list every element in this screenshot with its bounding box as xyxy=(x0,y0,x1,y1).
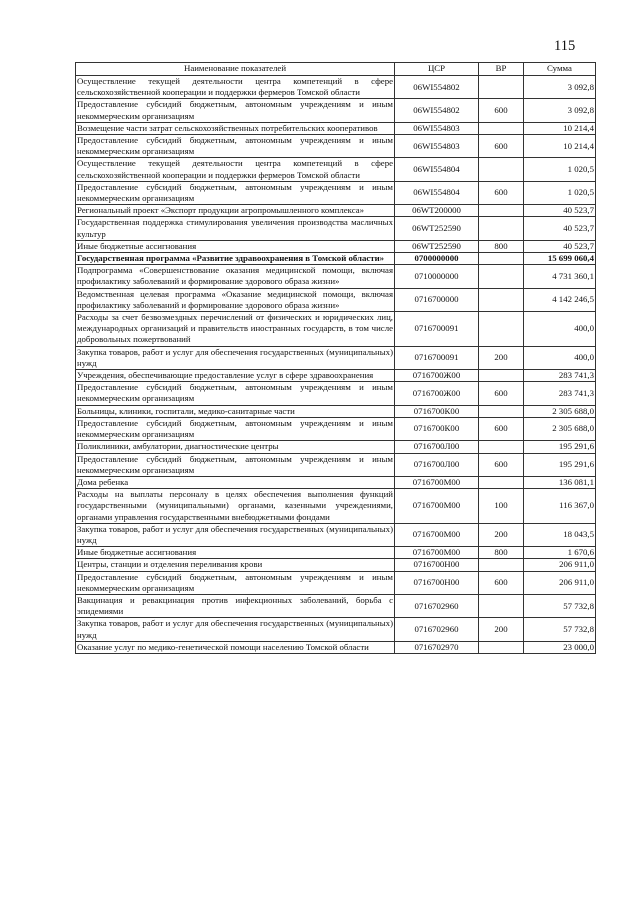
table-row xyxy=(76,76,596,99)
row-name-cell: Подпрограмма «Совершенствование оказания медицинской помощи, включая профилактику заболеваний и формирование здорового образа жизни» xyxy=(77,265,393,287)
row-vr-cell xyxy=(479,594,524,617)
table-row xyxy=(76,489,596,524)
row-sum-cell: 3 092,8 xyxy=(524,76,596,99)
row-name-cell: Осуществление текущей деятельности центра компетенций в сфере сельскохозяйственной кооперации и поддержки фермеров Томской области xyxy=(77,76,393,98)
row-csr-cell: 0716702960 xyxy=(395,618,479,641)
row-vr-cell xyxy=(479,405,524,417)
row-vr-cell xyxy=(479,288,524,311)
row-vr-cell xyxy=(479,76,524,99)
row-vr-cell: 200 xyxy=(479,618,524,641)
row-name-cell: Иные бюджетные ассигнования xyxy=(76,547,395,559)
row-name-cell: Государственная программа «Развитие здравоохранения в Томской области» xyxy=(76,253,395,265)
row-sum-cell: 1 670,6 xyxy=(524,547,596,559)
row-vr-cell: 600 xyxy=(479,99,524,122)
row-csr-cell: 0716700М00 xyxy=(395,476,479,488)
row-csr-cell: 06WT200000 xyxy=(395,205,479,217)
row-csr-cell: 0716700Ж00 xyxy=(395,382,479,405)
table-row xyxy=(76,547,596,559)
row-name-cell: Возмещение части затрат сельскохозяйственных потребительских кооперативов xyxy=(76,122,395,134)
row-name-cell: Государственная поддержка стимулирования увеличения производства масличных культур xyxy=(77,217,393,239)
table-row xyxy=(76,571,596,594)
row-sum-cell: 2 305 688,0 xyxy=(524,417,596,440)
row-sum-cell: 1 020,5 xyxy=(524,158,596,181)
table-row xyxy=(76,594,596,617)
table-row xyxy=(76,265,596,288)
row-csr-cell: 0716702970 xyxy=(395,641,479,653)
row-sum-cell: 136 081,1 xyxy=(524,476,596,488)
table-row xyxy=(76,417,596,440)
row-name-cell: Ведомственная целевая программа «Оказание медицинской помощи, включая профилактику заболеваний и формирование здорового образа жизни» xyxy=(77,288,393,310)
row-vr-cell xyxy=(479,265,524,288)
table-row xyxy=(76,441,596,453)
row-vr-cell xyxy=(479,559,524,571)
table-row xyxy=(76,240,596,252)
row-vr-cell xyxy=(479,217,524,240)
row-vr-cell: 100 xyxy=(479,489,524,524)
row-sum-cell: 10 214,4 xyxy=(524,135,596,158)
table-row xyxy=(76,217,596,240)
table-row xyxy=(76,99,596,122)
table-row xyxy=(76,205,596,217)
table-row xyxy=(76,476,596,488)
table-body xyxy=(76,76,596,654)
row-csr-cell: 0716702960 xyxy=(395,594,479,617)
row-sum-cell: 23 000,0 xyxy=(524,641,596,653)
row-name-cell: Поликлиники, амбулатории, диагностические центры xyxy=(76,441,395,453)
table-row xyxy=(76,158,596,181)
row-vr-cell xyxy=(479,312,524,347)
row-vr-cell xyxy=(479,205,524,217)
row-name-cell: Иные бюджетные ассигнования xyxy=(76,240,395,252)
row-vr-cell xyxy=(479,370,524,382)
row-name-cell: Дома ребенка xyxy=(76,476,395,488)
row-csr-cell: 06WI554802 xyxy=(395,76,479,99)
row-csr-cell: 0716700К00 xyxy=(395,417,479,440)
row-vr-cell: 200 xyxy=(479,346,524,369)
row-sum-cell: 116 367,0 xyxy=(524,489,596,524)
row-sum-cell: 195 291,6 xyxy=(524,441,596,453)
row-sum-cell: 4 731 360,1 xyxy=(524,265,596,288)
row-name-cell: Предоставление субсидий бюджетным, автономным учреждениям и иным некоммерческим организациям xyxy=(77,417,393,440)
header-name: Наименование показателей xyxy=(76,63,395,76)
row-csr-cell: 06WI554804 xyxy=(395,158,479,181)
row-name-cell: Предоставление субсидий бюджетным, автономным учреждениям и иным некоммерческим организациям xyxy=(77,382,393,404)
row-csr-cell: 0716700000 xyxy=(395,288,479,311)
row-csr-cell: 0716700Л00 xyxy=(395,441,479,453)
row-sum-cell: 1 020,5 xyxy=(524,181,596,204)
row-sum-cell: 206 911,0 xyxy=(524,571,596,594)
row-name-cell: Центры, станции и отделения переливания крови xyxy=(76,559,395,571)
row-csr-cell: 0716700М00 xyxy=(395,547,479,559)
row-csr-cell: 06WT252590 xyxy=(395,240,479,252)
row-csr-cell: 06WI554804 xyxy=(395,181,479,204)
header-csr: ЦСР xyxy=(395,63,479,76)
row-vr-cell: 600 xyxy=(479,571,524,594)
row-sum-cell: 206 911,0 xyxy=(524,559,596,571)
table-row xyxy=(76,346,596,369)
row-vr-cell xyxy=(479,253,524,265)
row-csr-cell: 0700000000 xyxy=(395,253,479,265)
table-row xyxy=(76,405,596,417)
row-sum-cell: 40 523,7 xyxy=(524,217,596,240)
row-vr-cell: 600 xyxy=(479,181,524,204)
row-name-cell: Закупка товаров, работ и услуг для обеспечения государственных (муниципальных) нужд xyxy=(77,618,393,640)
row-csr-cell: 0716700Н00 xyxy=(395,559,479,571)
row-name-cell: Расходы на выплаты персоналу в целях обеспечения выполнения функций государственными (муниципальными) органами, казенными учреждениями, органами управления государственными внебюджетными фондами xyxy=(77,489,393,522)
row-name-cell: Предоставление субсидий бюджетным, автономным учреждениям и иным некоммерческим организациям xyxy=(77,453,393,475)
row-vr-cell: 600 xyxy=(479,453,524,476)
row-name-cell: Региональный проект «Экспорт продукции агропромышленного комплекса» xyxy=(76,205,395,217)
row-sum-cell: 2 305 688,0 xyxy=(524,405,596,417)
row-name-cell: Предоставление субсидий бюджетным, автономным учреждениям и иным некоммерческим организациям xyxy=(77,571,393,593)
row-sum-cell: 283 741,3 xyxy=(524,382,596,405)
table-row xyxy=(76,618,596,641)
row-csr-cell: 0710000000 xyxy=(395,265,479,288)
row-vr-cell: 800 xyxy=(479,240,524,252)
row-name-cell: Закупка товаров, работ и услуг для обеспечения государственных (муниципальных) нужд xyxy=(77,523,393,545)
header-sum: Сумма xyxy=(524,63,596,76)
row-sum-cell: 40 523,7 xyxy=(524,240,596,252)
table-row xyxy=(76,382,596,405)
row-csr-cell: 06WI554803 xyxy=(395,135,479,158)
row-sum-cell: 4 142 246,5 xyxy=(524,288,596,311)
row-csr-cell: 0716700091 xyxy=(395,346,479,369)
row-vr-cell: 600 xyxy=(479,135,524,158)
row-csr-cell: 06WT252590 xyxy=(395,217,479,240)
row-vr-cell xyxy=(479,158,524,181)
table-row xyxy=(76,135,596,158)
table-row xyxy=(76,453,596,476)
row-vr-cell: 600 xyxy=(479,382,524,405)
table-row xyxy=(76,370,596,382)
row-csr-cell: 0716700К00 xyxy=(395,405,479,417)
row-name-cell: Больницы, клиники, госпитали, медико-санитарные части xyxy=(76,405,395,417)
row-name-cell: Предоставление субсидий бюджетным, автономным учреждениям и иным некоммерческим организациям xyxy=(77,181,393,204)
row-name-cell: Предоставление субсидий бюджетным, автономным учреждениям и иным некоммерческим организациям xyxy=(77,135,393,157)
row-csr-cell: 0716700М00 xyxy=(395,489,479,524)
row-name-cell: Расходы за счет безвозмездных перечислений от физических и юридических лиц, международных организаций и правительств иностранных государств, в том числе добровольных пожертвований xyxy=(77,312,393,345)
row-sum-cell: 57 732,8 xyxy=(524,594,596,617)
row-vr-cell xyxy=(479,641,524,653)
page-number: 115 xyxy=(554,38,576,54)
row-vr-cell xyxy=(479,441,524,453)
row-sum-cell: 57 732,8 xyxy=(524,618,596,641)
table-row xyxy=(76,288,596,311)
table-row xyxy=(76,122,596,134)
row-vr-cell: 200 xyxy=(479,523,524,546)
table-row xyxy=(76,523,596,546)
table-row xyxy=(76,312,596,347)
row-sum-cell: 283 741,3 xyxy=(524,370,596,382)
row-csr-cell: 0716700М00 xyxy=(395,523,479,546)
row-csr-cell: 06WI554803 xyxy=(395,122,479,134)
row-sum-cell: 18 043,5 xyxy=(524,523,596,546)
row-csr-cell: 0716700Л00 xyxy=(395,453,479,476)
row-vr-cell xyxy=(479,122,524,134)
row-vr-cell: 800 xyxy=(479,547,524,559)
table-header-row xyxy=(76,63,596,76)
row-name-cell: Учреждения, обеспечивающие предоставление услуг в сфере здравоохранения xyxy=(76,370,395,382)
row-csr-cell: 0716700Н00 xyxy=(395,571,479,594)
row-sum-cell: 40 523,7 xyxy=(524,205,596,217)
row-sum-cell: 195 291,6 xyxy=(524,453,596,476)
row-sum-cell: 3 092,8 xyxy=(524,99,596,122)
row-name-cell: Предоставление субсидий бюджетным, автономным учреждениям и иным некоммерческим организациям xyxy=(77,99,393,121)
table-row xyxy=(76,559,596,571)
row-sum-cell: 15 699 060,4 xyxy=(524,253,596,265)
header-vr: ВР xyxy=(479,63,524,76)
table-row xyxy=(76,253,596,265)
table-row xyxy=(76,181,596,204)
row-name-cell: Оказание услуг по медико-генетической помощи населению Томской области xyxy=(76,641,395,653)
row-name-cell: Осуществление текущей деятельности центра компетенций в сфере сельскохозяйственной кооперации и поддержки фермеров Томской области xyxy=(77,158,393,180)
budget-table xyxy=(75,62,596,654)
row-sum-cell: 400,0 xyxy=(524,346,596,369)
table-row xyxy=(76,641,596,653)
row-csr-cell: 0716700091 xyxy=(395,312,479,347)
row-name-cell: Вакцинация и ревакцинация против инфекционных заболеваний, борьба с эпидемиями xyxy=(77,594,393,617)
row-sum-cell: 400,0 xyxy=(524,312,596,347)
row-csr-cell: 0716700Ж00 xyxy=(395,370,479,382)
row-vr-cell: 600 xyxy=(479,417,524,440)
row-vr-cell xyxy=(479,476,524,488)
row-name-cell: Закупка товаров, работ и услуг для обеспечения государственных (муниципальных) нужд xyxy=(77,346,393,368)
row-csr-cell: 06WI554802 xyxy=(395,99,479,122)
row-sum-cell: 10 214,4 xyxy=(524,122,596,134)
